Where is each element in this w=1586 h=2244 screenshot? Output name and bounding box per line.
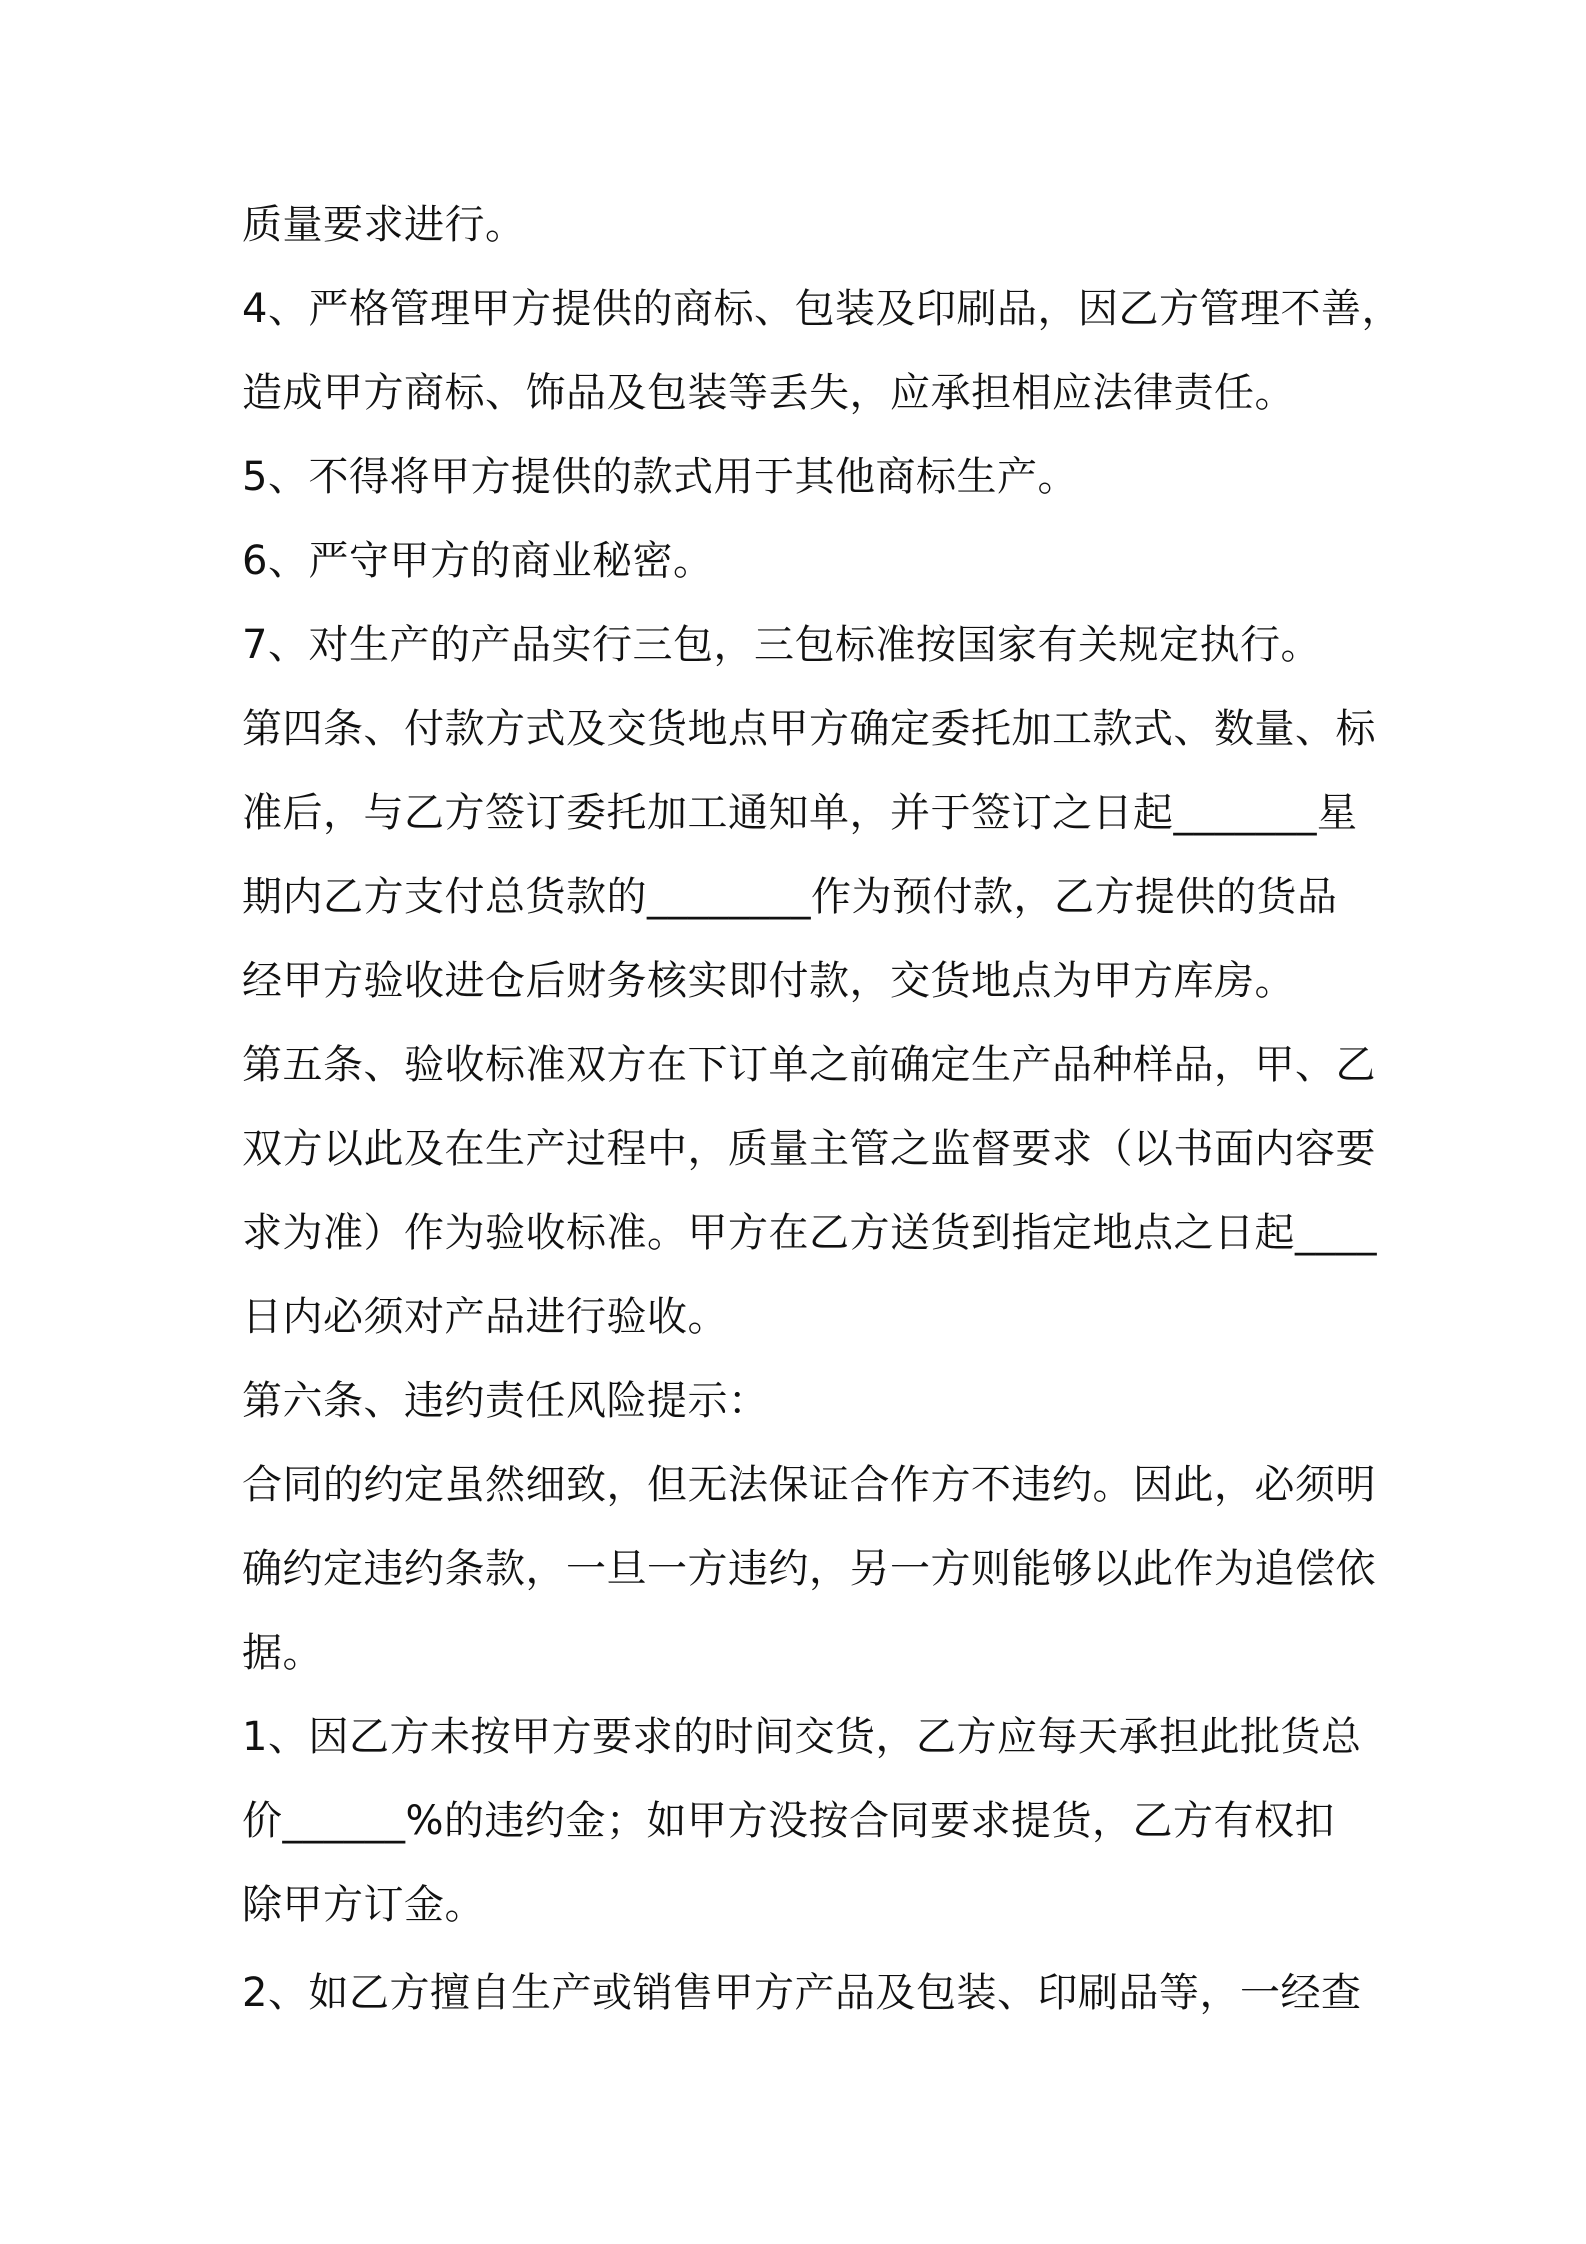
text-line-10: 经甲方验收进仓后财务核实即付款，交货地点为甲方库房。	[242, 958, 1295, 1004]
text-line-1: 质量要求进行。	[242, 202, 526, 248]
text-line-21: 除甲方订金。	[242, 1882, 485, 1928]
text-line-7: 第四条、付款方式及交货地点甲方确定委托加工款式、数量、标	[242, 706, 1376, 752]
text-line-22: 2、如乙方擅自生产或销售甲方产品及包装、印刷品等，一经查	[242, 1970, 1362, 2016]
text-line-12: 双方以此及在生产过程中，质量主管之监督要求（以书面内容要	[242, 1126, 1376, 1172]
text-line-15: 第六条、违约责任风险提示：	[242, 1378, 769, 1424]
text-line-4: 5、不得将甲方提供的款式用于其他商标生产。	[242, 454, 1078, 500]
text-line-6: 7、对生产的产品实行三包，三包标准按国家有关规定执行。	[242, 622, 1321, 668]
text-line-9: 期内乙方支付总货款的________作为预付款，乙方提供的货品	[242, 874, 1338, 920]
text-line-18: 据。	[242, 1630, 323, 1676]
text-line-20: 价______%的违约金；如甲方没按合同要求提货，乙方有权扣	[242, 1798, 1336, 1844]
text-line-11: 第五条、验收标准双方在下订单之前确定生产品种样品，甲、乙	[242, 1042, 1376, 1088]
text-line-14: 日内必须对产品进行验收。	[242, 1294, 728, 1340]
text-line-2: 4、严格管理甲方提供的商标、包装及印刷品，因乙方管理不善，	[242, 286, 1402, 332]
text-line-8: 准后，与乙方签订委托加工通知单，并于签订之日起_______星	[242, 790, 1358, 836]
text-line-17: 确约定违约条款，一旦一方违约，另一方则能够以此作为追偿依	[242, 1546, 1376, 1592]
text-line-5: 6、严守甲方的商业秘密。	[242, 538, 714, 584]
text-line-19: 1、因乙方未按甲方要求的时间交货，乙方应每天承担此批货总	[242, 1714, 1362, 1760]
text-line-16: 合同的约定虽然细致，但无法保证合作方不违约。因此，必须明	[242, 1462, 1376, 1508]
text-line-13: 求为准）作为验收标准。甲方在乙方送货到指定地点之日起____	[242, 1210, 1377, 1256]
text-line-3: 造成甲方商标、饰品及包装等丢失，应承担相应法律责任。	[242, 370, 1295, 416]
